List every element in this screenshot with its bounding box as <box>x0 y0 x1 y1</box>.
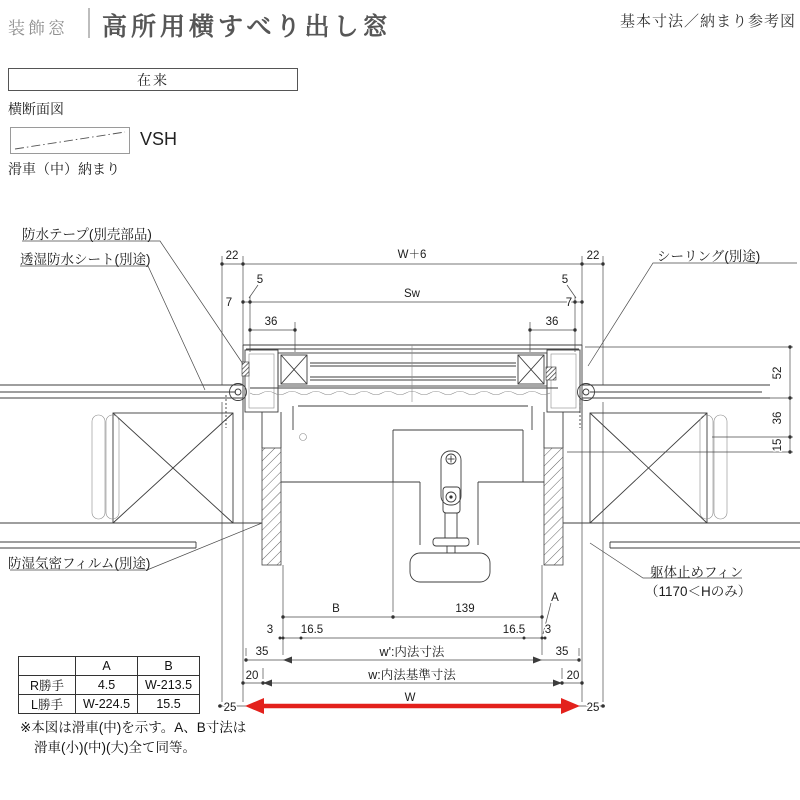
wall-right <box>563 385 800 548</box>
header-divider <box>88 8 90 38</box>
dim-w-overall: W <box>404 692 416 704</box>
category-label: 装飾窓 <box>8 19 68 38</box>
w-arrow-head-left <box>245 698 264 714</box>
footnote-line2: 滑車(小)(中)(大)全て同等。 <box>34 739 196 755</box>
dim-sw: Sw <box>404 288 420 300</box>
dim-w-plus-6: W＋6 <box>397 249 427 261</box>
legend-dash-line <box>11 128 129 153</box>
dim-20-left: 20 <box>245 670 259 682</box>
legend-box <box>10 127 130 154</box>
dim-25-left: 25 <box>223 702 237 714</box>
dim-35-right: 35 <box>555 646 569 658</box>
dim-3-left: 3 <box>266 624 274 636</box>
row-r-label: R勝手 <box>19 676 76 695</box>
dim-w-prime: w':内法寸法 <box>379 645 445 659</box>
dim-top-22-right: 22 <box>586 250 600 262</box>
table-header-b: B <box>138 657 200 676</box>
operator-assembly <box>281 430 544 582</box>
table-header-row <box>19 657 200 676</box>
table-header-blank <box>19 657 76 676</box>
page-title: 高所用横すべり出し窓 <box>102 13 392 41</box>
callout-fin-line1: 躯体止めフィン <box>650 565 744 580</box>
operator-collar <box>433 538 469 546</box>
section-label: 横断面図 <box>8 101 64 117</box>
dim-52: 52 <box>772 366 784 380</box>
sealing-block <box>546 367 556 380</box>
dim-15: 15 <box>772 438 784 452</box>
dim-w-base: w:内法基準寸法 <box>368 668 456 682</box>
dim-139: 139 <box>455 603 475 615</box>
legend-caption: 滑車（中）納まり <box>8 161 120 177</box>
dim-top-22-left: 22 <box>225 250 239 262</box>
spec-table <box>18 656 200 714</box>
row-l-label: L勝手 <box>19 695 76 714</box>
callout-sealing: シーリング(別途) <box>657 249 761 264</box>
dim-5-left: 5 <box>256 274 264 286</box>
dim-165-left: 16.5 <box>300 624 324 636</box>
casing-left <box>262 448 281 565</box>
operator-handle <box>410 553 490 582</box>
dim-7-left: 7 <box>225 297 233 309</box>
footnote-line1: ※本図は滑車(中)を示す。A、B寸法は <box>20 720 247 735</box>
w-arrow-head-right <box>561 698 580 714</box>
row-l-a: W-224.5 <box>76 695 138 714</box>
dim-35-left: 35 <box>255 646 269 658</box>
frame-type-box <box>8 68 298 91</box>
dim-a: A <box>551 592 559 604</box>
table-row <box>19 695 200 714</box>
reference-note: 基本寸法／納まり参考図 <box>619 13 796 30</box>
window-frame <box>230 345 595 565</box>
table-row <box>19 676 200 695</box>
wall-left <box>0 385 262 548</box>
callout-moisture-sheet: 透湿防水シート(別途) <box>20 252 151 267</box>
callout-moisture-film: 防湿気密フィルム(別途) <box>8 556 151 571</box>
frame-type-label: 在来 <box>137 71 169 88</box>
dim-25-right: 25 <box>586 702 600 714</box>
waterproof-tape-block <box>242 362 249 376</box>
callout-fin-line2: （1170＜Hのみ） <box>645 584 752 599</box>
table-header-a: A <box>76 657 138 676</box>
dim-b: B <box>332 603 340 615</box>
dim-36-left: 36 <box>264 316 278 328</box>
dim-165-right: 16.5 <box>502 624 526 636</box>
dim-36-right: 36 <box>545 316 559 328</box>
row-r-b: W-213.5 <box>138 676 200 695</box>
dim-36-vert: 36 <box>772 411 784 425</box>
dim-7-right: 7 <box>565 297 573 309</box>
dim-20-right: 20 <box>566 670 580 682</box>
insect-screen-wave <box>250 391 550 395</box>
row-l-b: 15.5 <box>138 695 200 714</box>
dim-5-right: 5 <box>561 274 569 286</box>
dim-3-right: 3 <box>544 624 552 636</box>
legend-code: VSH <box>140 129 178 149</box>
casing-right <box>544 448 563 565</box>
callout-waterproof-tape: 防水テープ(別売部品) <box>22 227 152 242</box>
row-r-a: 4.5 <box>76 676 138 695</box>
footnote <box>20 718 246 757</box>
